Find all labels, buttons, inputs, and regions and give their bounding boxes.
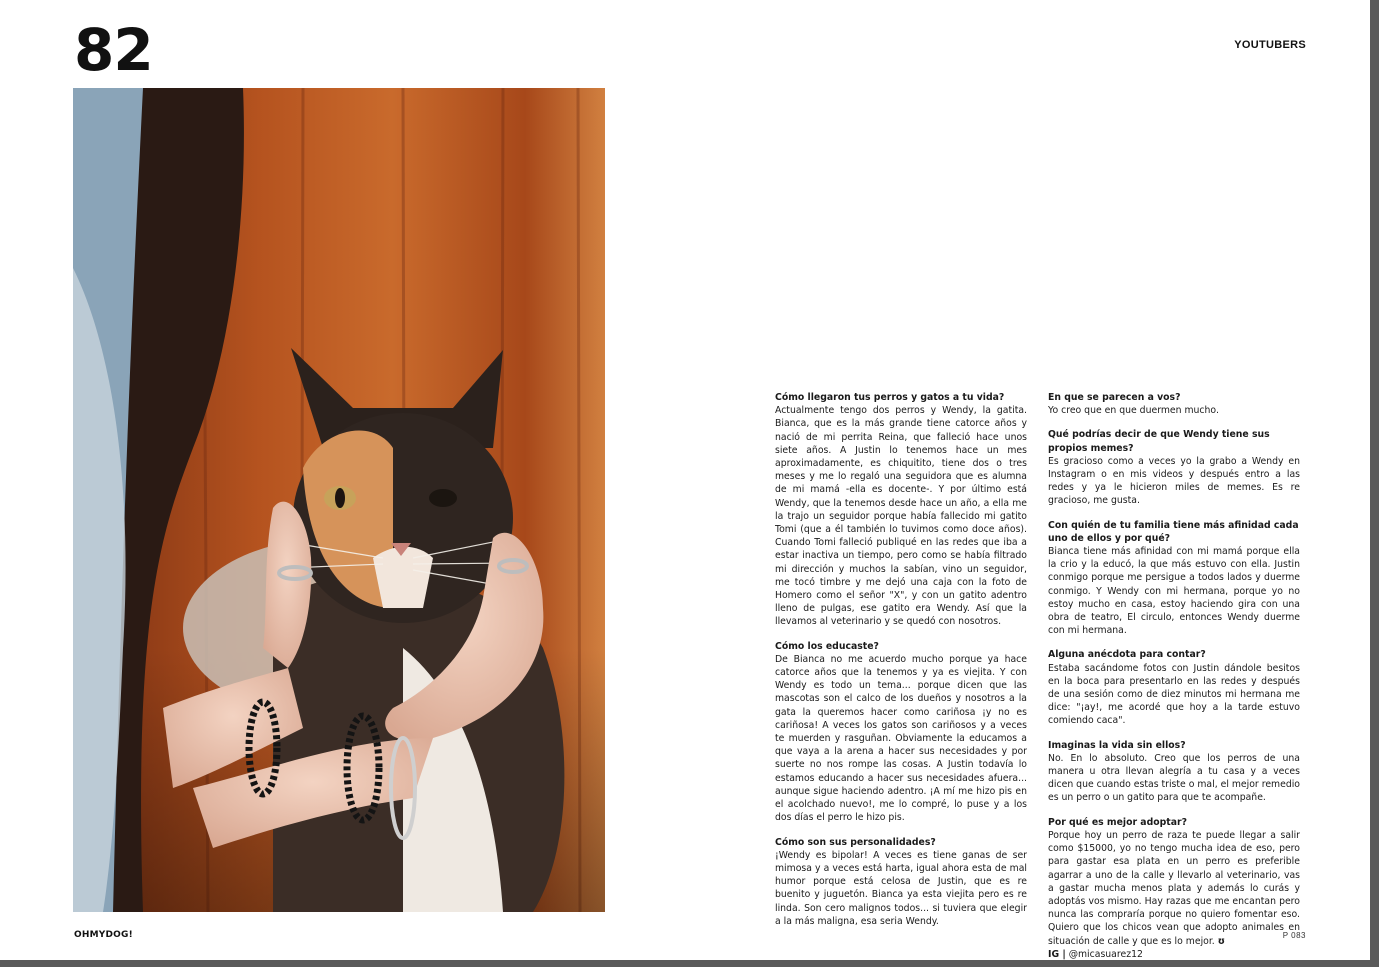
signature-label: IG | (1048, 948, 1066, 960)
answer: Yo creo que en que duermen mucho. (1048, 405, 1219, 417)
qa-block (1048, 391, 1300, 417)
answer: De Bianca no me acuerdo mucho porque ya hace catorce años que la tenemos y ya es viejita. Y con Wendy es todo un tema... porque dicen que las mascotas son el calco de los dueños y nosotros a la gata la queremos hacer como cariñosa ¡y no es cariñosa! A veces los gatos son cariñosos y a veces te muerden y rasguñan. Obviamente la educamos a que vaya a la arena a hacer sus necesidades y por suerte no nos rompe las cosas. A Justin todavía lo estamos educando a hacer sus necesidades afuera... aunque sigue haciendo adentro. ¡A mí me hizo pis en el acolchado nuevo!, me lo compré, lo puse y a los dos días el perro le hizo pis. (775, 653, 1027, 824)
page-number: 82 (74, 16, 153, 84)
brand-logo: OHMYDOG! (74, 930, 133, 940)
question: En que se parecen a vos? (1048, 392, 1181, 403)
question: Con quién de tu familia tiene más afinidad cada uno de ellos y por qué? (1048, 519, 1299, 544)
section-label: YOUTUBERS (1234, 39, 1306, 51)
signature (1048, 949, 1143, 960)
qa-block (775, 640, 1027, 825)
question: Cómo los educaste? (775, 640, 879, 652)
qa-block (1048, 816, 1300, 961)
qa-block (775, 836, 1027, 928)
qa-block (775, 391, 1027, 629)
qa-block (1048, 739, 1300, 805)
question: Cómo son sus personalidades? (775, 836, 936, 848)
question: Qué podrías decir de que Wendy tiene sus propios memes? (1048, 429, 1270, 454)
answer: Actualmente tengo dos perros y Wendy, la gatita. Bianca, que es la más grande tiene catorce años y nació de mi perrita Reina, que falleció hace unos siete años. A Justin lo tenemos hace un mes aproximadamente, es chiquitito, tiene dos o tres meses y me lo regaló una seguidora que es alumna de mi mamá -ella es docente-. Y por último está Wendy, que la tenemos desde hace un año, a ella me la trajo un seguidor porque había fallecido mi gatito Tomi (que a él también lo tuvimos como doce años). Cuando Tomi falleció publiqué en las redes que iba a estar inactiva un tiempo, pero como se había filtrado mi dirección y muchos la sabían, vino un seguidor, me tocó timbre y me dejó una caja con la foto de Homero como el señor "X", y con un gatito adentro lleno de pulgas, ese gatito era Wendy. Así que la llevamos al veterinario y se quedó con nosotros. (775, 405, 1027, 628)
interview-column-1 (775, 391, 1027, 939)
cat-photo (73, 88, 605, 912)
question: Imaginas la vida sin ellos? (1048, 739, 1186, 751)
answer: ¡Wendy es bipolar! A veces es tiene ganas de ser mimosa y a veces está harta, igual ahora esta de mal humor porque está celosa de Justin, que es re buenito y juguetón. Bianca ya esta viejita pero es re linda. Son cero malignos todos... si tuviera que elegir a la más maligna, esa seria Wendy. (775, 849, 1027, 927)
question: Por qué es mejor adoptar? (1048, 816, 1187, 828)
answer-text: Porque hoy un perro de raza te puede llegar a salir como $15000, yo no tengo mucha idea de eso, pero para gastar esa plata en un perro es preferible agarrar a uno de la calle y llevarlo al veterinario, vas a gastar mucha menos plata y además lo curás y adoptás vos mismo. Hay razas que me encantan pero nunca las compraría porque no quiero fomentar eso. Quiero que los chicos vean que adopto animales en situación de calle y que es lo mejor. (1048, 829, 1300, 947)
end-mark-icon: ʊ (1217, 935, 1225, 947)
answer: Bianca tiene más afinidad con mi mamá porque ella la crio y la educó, la que más estuvo con ella. Justin conmigo porque me persigue a todos lados y duerme conmigo. Y Wendy con mi hermana, porque yo no estoy mucho en casa, estoy haciendo gira con una obra de teatro, El circulo, entonces Wendy duerme con mi hermana. (1048, 546, 1300, 637)
qa-block (1048, 519, 1300, 638)
qa-block (1048, 648, 1300, 727)
qa-block (1048, 428, 1300, 507)
answer: Estaba sacándome fotos con Justin dándole besitos en la boca para presentarlo en las redes y después de una sesión como de diez minutos mi hermana me dice: "¡ay!, me acordé que hoy a la tarde estuvo comiendo caca". (1048, 662, 1300, 727)
interview-column-2 (1048, 391, 1300, 961)
question: Cómo llegaron tus perros y gatos a tu vida? (775, 392, 1005, 403)
question: Alguna anécdota para contar? (1048, 649, 1206, 661)
answer (1048, 829, 1300, 948)
instagram-handle: @micasuarez12 (1068, 948, 1143, 960)
folio: P 083 (1282, 931, 1306, 940)
answer: Es gracioso como a veces yo la grabo a Wendy en Instagram o en mis videos y después entro a las redes y ya le hicieron miles de memes. Es re gracioso, me gusta. (1048, 455, 1300, 507)
answer: No. En lo absoluto. Creo que los perros de una manera u otra llevan alegría a tu casa y a veces dicen que cuando estas triste o mal, el mejor remedio es un perro o un gatito para que te acompañe. (1048, 752, 1300, 804)
